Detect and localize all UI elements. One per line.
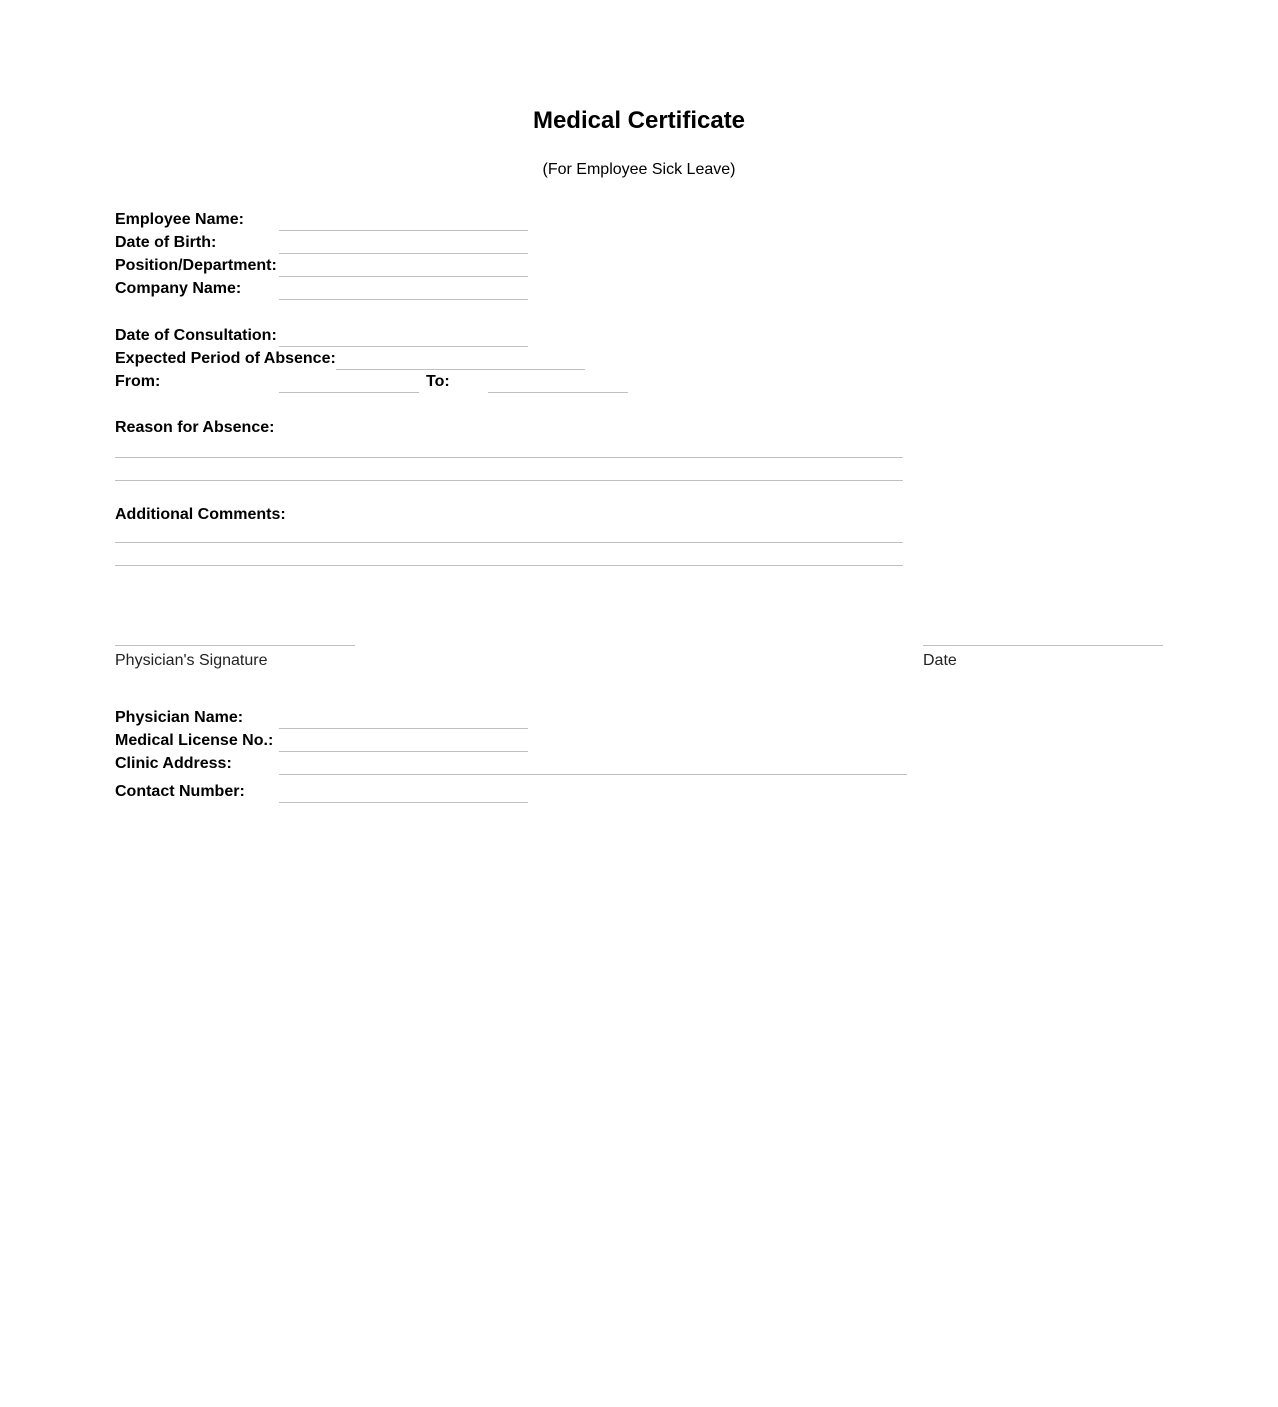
clinic-address-input[interactable]: [279, 756, 907, 775]
consultation-section: [115, 324, 1163, 393]
employee-name-row: [115, 208, 1163, 231]
employee-name-label: Employee Name:: [115, 211, 244, 228]
position-department-input[interactable]: [279, 258, 528, 277]
signoff-section: [115, 645, 1163, 670]
employee-name-input[interactable]: [279, 212, 528, 231]
clinic-address-row: [115, 752, 1163, 775]
date-label: Date: [923, 652, 957, 669]
from-to-row: [115, 370, 1163, 393]
date-of-consultation-row: [115, 324, 1163, 347]
additional-comments-label: Additional Comments:: [115, 506, 286, 523]
contact-number-input[interactable]: [279, 784, 528, 803]
reason-line-2[interactable]: [115, 458, 903, 481]
expected-period-input[interactable]: [336, 351, 585, 370]
company-name-row: [115, 277, 1163, 300]
medical-license-label: Medical License No.:: [115, 732, 274, 749]
physician-signature-label: Physician's Signature: [115, 652, 268, 669]
page-subtitle: (For Employee Sick Leave): [542, 161, 736, 178]
medical-certificate-form: [0, 107, 1278, 803]
date-of-birth-label: Date of Birth:: [115, 234, 217, 251]
expected-period-row: [115, 347, 1163, 370]
employee-details-section: [115, 208, 1163, 300]
reason-for-absence-label: Reason for Absence:: [115, 419, 275, 436]
physician-signature-field: [115, 645, 355, 670]
expected-period-label: Expected Period of Absence:: [115, 350, 336, 367]
from-label: From:: [115, 373, 161, 390]
date-field: [923, 645, 1163, 670]
company-name-input[interactable]: [279, 281, 528, 300]
contact-number-row: [115, 780, 1163, 803]
company-name-label: Company Name:: [115, 280, 242, 297]
comments-line-2[interactable]: [115, 543, 903, 566]
clinic-address-label: Clinic Address:: [115, 755, 232, 772]
date-of-birth-row: [115, 231, 1163, 254]
date-of-birth-input[interactable]: [279, 235, 528, 254]
to-date-input[interactable]: [488, 374, 628, 393]
to-label: To:: [426, 373, 450, 390]
physician-details-section: [115, 706, 1163, 803]
position-department-label: Position/Department:: [115, 257, 277, 274]
medical-license-input[interactable]: [279, 733, 528, 752]
from-date-input[interactable]: [279, 374, 419, 393]
medical-license-row: [115, 729, 1163, 752]
physician-name-row: [115, 706, 1163, 729]
date-of-consultation-label: Date of Consultation:: [115, 327, 277, 344]
physician-name-label: Physician Name:: [115, 709, 244, 726]
page-title: Medical Certificate: [532, 107, 746, 134]
comments-line-1[interactable]: [115, 527, 903, 543]
reason-line-1[interactable]: [115, 440, 903, 458]
date-of-consultation-input[interactable]: [279, 328, 528, 347]
physician-name-input[interactable]: [279, 710, 528, 729]
position-department-row: [115, 254, 1163, 277]
contact-number-label: Contact Number:: [115, 783, 245, 800]
